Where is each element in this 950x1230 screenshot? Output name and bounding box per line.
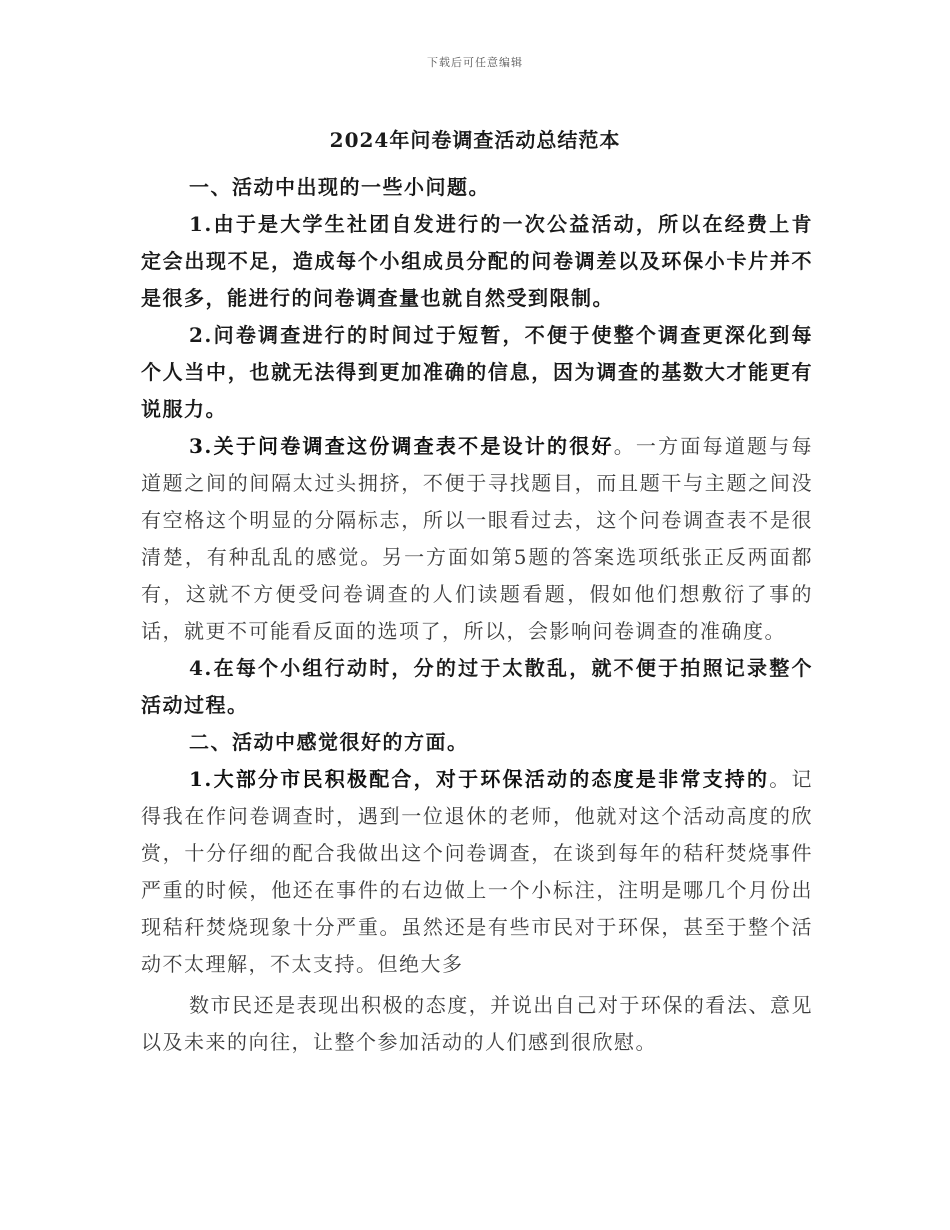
section-2-item-1-body: 。记得我在作问卷调查时，遇到一位退休的老师，他就对这个活动高度的欣赏，十分仔细的配合我做出这个问卷调查，在谈到每年的秸秆焚烧事件严重的时候，他还在事件的右边做上一个小标注，注明是哪几个月份出现秸秆焚烧现象十分严重。虽然还是有些市民对于环保，甚至于整个活动不太理解，不太支持。但绝大多 [141,767,813,976]
section-1-item-3-body: 。一方面每道题与每道题之间的间隔太过头拥挤，不便于寻找题目，而且题干与主题之间没有空格这个明显的分隔标志，所以一眼看过去，这个问卷调查表不是很清楚，有种乱乱的感觉。另一方面如第5题的答案选项纸张正反两面都有，这就不方便受问卷调查的人们读题看题，假如他们想敷衍了事的话，就更不可能看反面的选项了，所以，会影响问卷调查的准确度。 [141,434,813,643]
section-2-item-1-lead: 1.大部分市民积极配合，对于环保活动的态度是非常支持的 [189,767,770,791]
section-1-heading: 一、活动中出现的一些小问题。 [189,175,490,199]
section-2-item-1 [141,761,813,983]
section-2-item-1-continued: 数市民还是表现出积极的态度，并说出自己对于环保的看法、意见以及未来的向往，让整个参加活动的人们感到很欣慰。 [141,993,813,1054]
section-1-item-3 [141,428,813,650]
document-body [141,169,813,1061]
document-title: 2024年问卷调查活动总结范本 [329,128,621,152]
section-1-item-1: 1.由于是大学生社团自发进行的一次公益活动，所以在经费上肯定会出现不足，造成每个小组成员分配的问卷调差以及环保小卡片并不是很多，能进行的问卷调查量也就自然受到限制。 [141,212,813,310]
section-1-item-4: 4.在每个小组行动时，分的过于太散乱，就不便于拍照记录整个活动过程。 [141,656,813,717]
section-1-item-3-lead: 3.关于问卷调查这份调查表不是设计的很好 [189,434,614,458]
page-header-note: 下载后可任意编辑 [427,56,523,69]
section-1-item-2: 2.问卷调查进行的时间过于短暂，不便于使整个调查更深化到每个人当中，也就无法得到更加准确的信息，因为调查的基数大才能更有说服力。 [141,323,813,421]
section-2-heading: 二、活动中感觉很好的方面。 [189,730,469,754]
